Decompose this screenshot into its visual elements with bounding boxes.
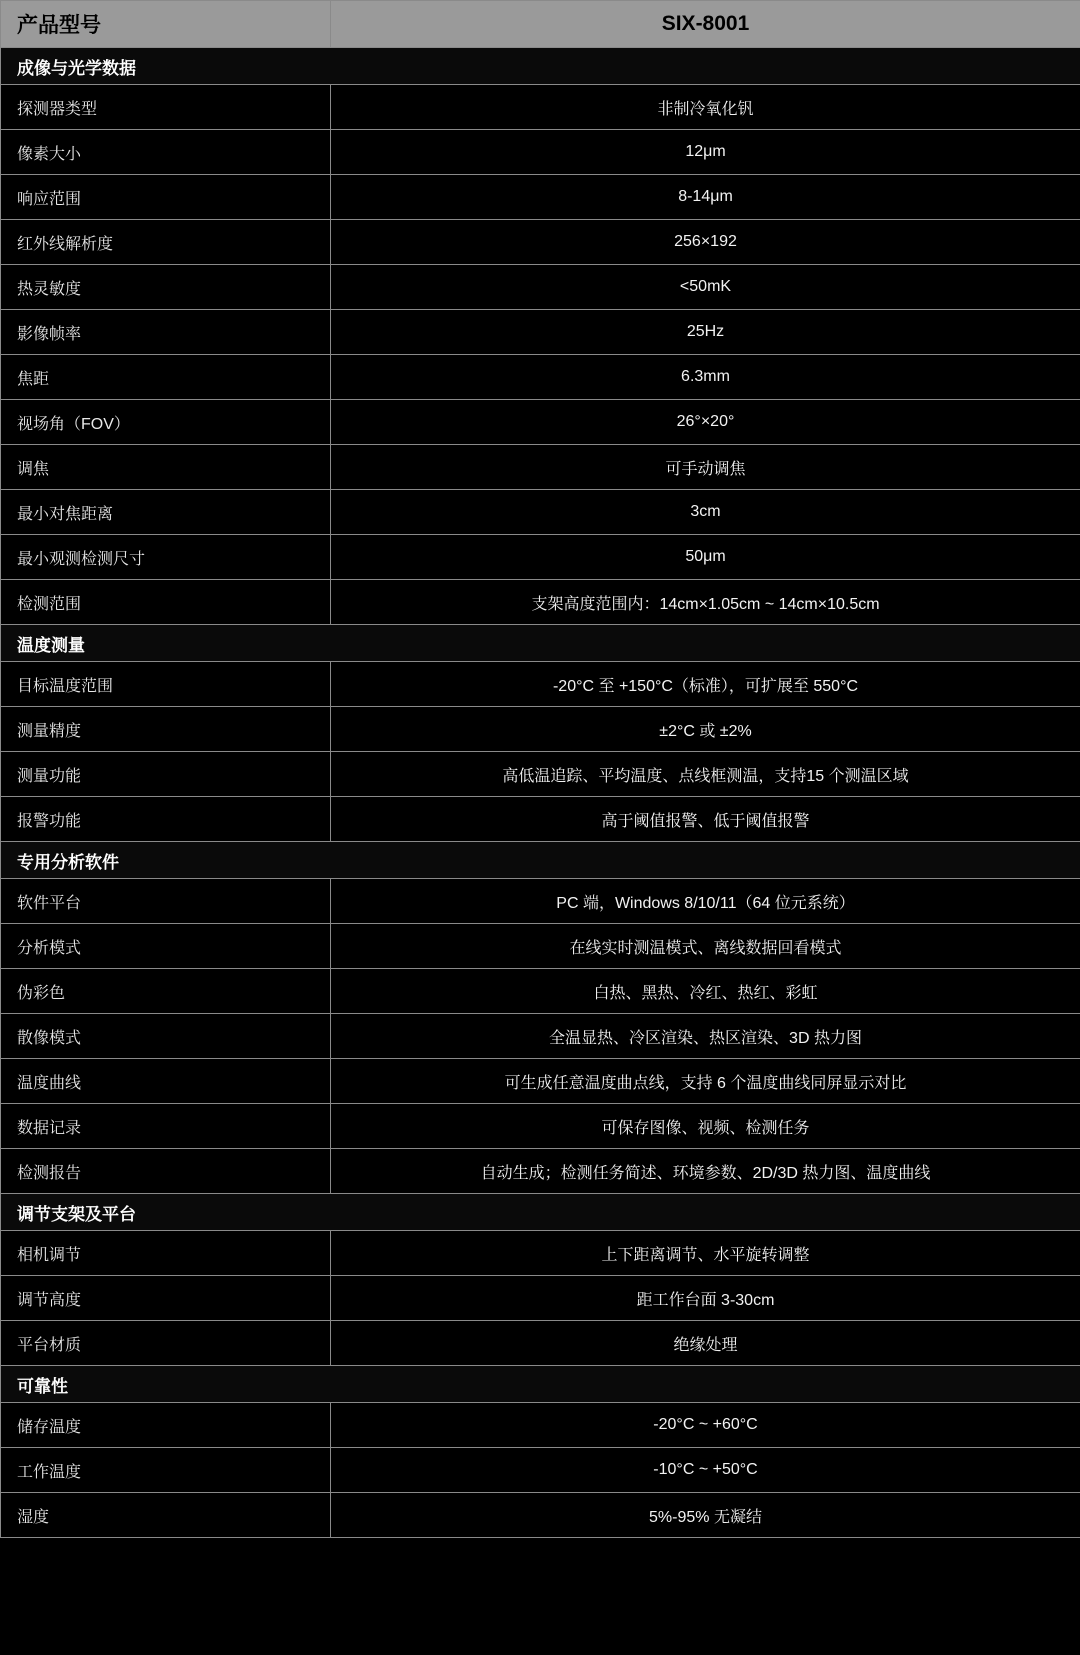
spec-section-row <box>1 1366 1080 1403</box>
table-row <box>1 752 1080 797</box>
spec-section-row <box>1 625 1080 662</box>
spec-value-cell: 高低温追踪、平均温度、点线框测温，支持15 个测温区域 <box>331 752 1080 797</box>
spec-value-cell: -20°C 至 +150°C（标准），可扩展至 550°C <box>331 662 1080 707</box>
spec-section-row <box>1 1194 1080 1231</box>
spec-label-cell: 储存温度 <box>1 1403 331 1448</box>
spec-label-cell: 最小观测检测尺寸 <box>1 535 331 580</box>
spec-value-cell: 非制冷氧化钒 <box>331 85 1080 130</box>
spec-value-cell: <50mK <box>331 265 1080 310</box>
spec-header-row <box>1 1 1080 48</box>
spec-label-cell: 响应范围 <box>1 175 331 220</box>
spec-label-cell: 测量功能 <box>1 752 331 797</box>
table-row <box>1 1014 1080 1059</box>
table-row <box>1 1276 1080 1321</box>
table-row <box>1 1448 1080 1493</box>
spec-label-cell: 数据记录 <box>1 1104 331 1149</box>
spec-label-cell: 平台材质 <box>1 1321 331 1366</box>
spec-label-cell: 散像模式 <box>1 1014 331 1059</box>
table-row <box>1 1104 1080 1149</box>
spec-value-cell: 高于阈值报警、低于阈值报警 <box>331 797 1080 842</box>
spec-value-cell: 50μm <box>331 535 1080 580</box>
table-row <box>1 85 1080 130</box>
table-row <box>1 662 1080 707</box>
spec-value-cell: 自动生成；检测任务简述、环境参数、2D/3D 热力图、温度曲线 <box>331 1149 1080 1194</box>
spec-label-cell: 相机调节 <box>1 1231 331 1276</box>
table-row <box>1 924 1080 969</box>
spec-label-cell: 分析模式 <box>1 924 331 969</box>
table-row <box>1 310 1080 355</box>
spec-label-cell: 检测范围 <box>1 580 331 625</box>
spec-label-cell: 调焦 <box>1 445 331 490</box>
spec-label-cell: 伪彩色 <box>1 969 331 1014</box>
table-row <box>1 265 1080 310</box>
spec-value-cell: -20°C ~ +60°C <box>331 1403 1080 1448</box>
table-row <box>1 535 1080 580</box>
spec-value-cell: 256×192 <box>331 220 1080 265</box>
spec-label-cell: 软件平台 <box>1 879 331 924</box>
table-row <box>1 1403 1080 1448</box>
table-row <box>1 969 1080 1014</box>
spec-value-cell: 可保存图像、视频、检测任务 <box>331 1104 1080 1149</box>
product-model-value: SIX-8001 <box>331 1 1080 48</box>
spec-label-cell: 目标温度范围 <box>1 662 331 707</box>
spec-label-cell: 像素大小 <box>1 130 331 175</box>
table-row <box>1 797 1080 842</box>
table-row <box>1 490 1080 535</box>
table-row <box>1 220 1080 265</box>
spec-label-cell: 探测器类型 <box>1 85 331 130</box>
spec-label-cell: 影像帧率 <box>1 310 331 355</box>
spec-value-cell: 上下距离调节、水平旋转调整 <box>331 1231 1080 1276</box>
table-row <box>1 580 1080 625</box>
spec-label-cell: 视场角（FOV） <box>1 400 331 445</box>
table-row <box>1 400 1080 445</box>
spec-value-cell: 可生成任意温度曲点线，支持 6 个温度曲线同屏显示对比 <box>331 1059 1080 1104</box>
spec-value-cell: 可手动调焦 <box>331 445 1080 490</box>
spec-value-cell: 支架高度范围内：14cm×1.05cm ~ 14cm×10.5cm <box>331 580 1080 625</box>
spec-table-body <box>1 1 1080 1538</box>
spec-value-cell: 8-14μm <box>331 175 1080 220</box>
table-row <box>1 1321 1080 1366</box>
table-row <box>1 707 1080 752</box>
product-model-label: 产品型号 <box>1 1 331 48</box>
spec-value-cell: ±2°C 或 ±2% <box>331 707 1080 752</box>
table-row <box>1 1149 1080 1194</box>
spec-label-cell: 最小对焦距离 <box>1 490 331 535</box>
spec-label-cell: 温度曲线 <box>1 1059 331 1104</box>
table-row <box>1 1059 1080 1104</box>
spec-value-cell: 绝缘处理 <box>331 1321 1080 1366</box>
spec-label-cell: 报警功能 <box>1 797 331 842</box>
spec-section-row <box>1 48 1080 85</box>
spec-label-cell: 湿度 <box>1 1493 331 1538</box>
spec-value-cell: 在线实时测温模式、离线数据回看模式 <box>331 924 1080 969</box>
spec-value-cell: 12μm <box>331 130 1080 175</box>
spec-value-cell: -10°C ~ +50°C <box>331 1448 1080 1493</box>
spec-value-cell: PC 端，Windows 8/10/11（64 位元系统） <box>331 879 1080 924</box>
table-row <box>1 175 1080 220</box>
spec-label-cell: 焦距 <box>1 355 331 400</box>
spec-label-cell: 检测报告 <box>1 1149 331 1194</box>
spec-label-cell: 调节高度 <box>1 1276 331 1321</box>
table-row <box>1 879 1080 924</box>
spec-value-cell: 6.3mm <box>331 355 1080 400</box>
spec-label-cell: 工作温度 <box>1 1448 331 1493</box>
spec-section-title: 调节支架及平台 <box>1 1194 1080 1231</box>
table-row <box>1 1493 1080 1538</box>
spec-label-cell: 热灵敏度 <box>1 265 331 310</box>
table-row <box>1 355 1080 400</box>
spec-value-cell: 5%-95% 无凝结 <box>331 1493 1080 1538</box>
spec-label-cell: 红外线解析度 <box>1 220 331 265</box>
table-row <box>1 130 1080 175</box>
table-row <box>1 445 1080 490</box>
spec-value-cell: 3cm <box>331 490 1080 535</box>
spec-value-cell: 距工作台面 3-30cm <box>331 1276 1080 1321</box>
spec-section-title: 成像与光学数据 <box>1 48 1080 85</box>
table-row <box>1 1231 1080 1276</box>
spec-value-cell: 25Hz <box>331 310 1080 355</box>
spec-section-title: 温度测量 <box>1 625 1080 662</box>
spec-label-cell: 测量精度 <box>1 707 331 752</box>
spec-value-cell: 全温显热、冷区渲染、热区渲染、3D 热力图 <box>331 1014 1080 1059</box>
spec-section-row <box>1 842 1080 879</box>
spec-section-title: 可靠性 <box>1 1366 1080 1403</box>
spec-section-title: 专用分析软件 <box>1 842 1080 879</box>
spec-value-cell: 26°×20° <box>331 400 1080 445</box>
spec-value-cell: 白热、黑热、冷红、热红、彩虹 <box>331 969 1080 1014</box>
